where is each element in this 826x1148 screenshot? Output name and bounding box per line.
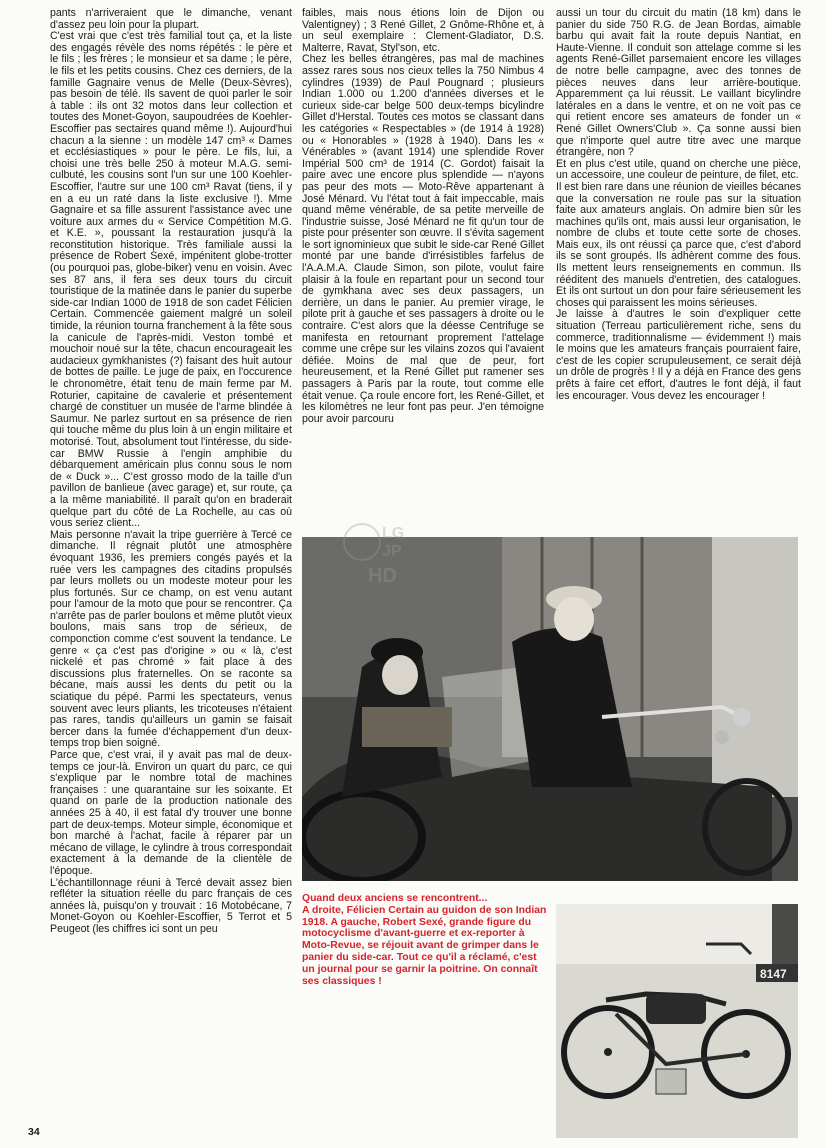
- article-column-2: [302, 8, 544, 425]
- article-column-1: [50, 8, 292, 936]
- watermark-line-2: JP: [382, 543, 402, 560]
- watermark-glyph: [340, 512, 420, 592]
- caption-body: A droite, Félicien Certain au guidon de son Indian 1918. A gauche, Robert Sexé, grande figure du motocyclisme d'avant-guerre et ex-reporter à Moto-Revue, se réjouit avant de grimper dans le panier du side-car. Tout ce qu'il a réclamé, c'est un journal pour se garnir la poitrine. On connaît ses classiques !: [302, 904, 547, 987]
- watermark-line-3: HD: [368, 565, 397, 587]
- paragraph: Je laisse à d'autres le soin d'expliquer cette situation (Terreau particulièrement riche, sens du commerce, traditionnalisme — évidemment !) mais le moins que les amateurs français pourraient faire, c'est de les copier scrupuleusement, ce serait déjà un drôle de progrès ! Il y a déjà en France des gens prêts à faire cet effort, d'autres le font déjà, il faut les encourager. Vous devez les encourager !: [556, 308, 801, 402]
- license-plate: 8147: [760, 967, 787, 981]
- motorcycle-photo-illustration: [556, 904, 798, 1138]
- paragraph: Et en plus c'est utile, quand on cherche une pièce, un accessoire, une couleur de peinture, de filet, etc.: [556, 157, 801, 182]
- photo-old-motorcycle: [556, 904, 798, 1138]
- paragraph: Il est bien rare dans une réunion de vieilles bécanes que la conversation ne roule pas sur la situation faite aux amateurs anglais. On admire bien sûr les machines qu'ils ont, mais aussi leur organisation, le nombre de clubs et toute cette sorte de choses. Mais eux, ils ont réussi ça parce que, c'est d'abord ils se sont groupés. Ils adhèrent comme des fous. Ils mettent leurs renseignements en commun. Ils rééditent des manuels d'entretien, des catalogues. Et ils ont surtout un don pour faire sérieusement les choses qui paraissent les moins sérieuses.: [556, 180, 801, 309]
- article-column-3: [556, 8, 801, 402]
- paragraph: pants n'arriveraient que le dimanche, venant d'assez peu loin pour la plupart.: [50, 7, 292, 31]
- photo-caption: [302, 893, 547, 987]
- paragraph: Parce que, c'est vrai, il y avait pas mal de deux-temps ce jour-là. Environ un quart du parc, ce qui s'explique par le nombre total de machines françaises : une quarantaine sur les soixante. Et quand on parle de la production nationale des années 25 à 40, il est fatal d'y trouver une bonne part de deux-temps. Moteur simple, économique et bon marché à l'achat, facile à réparer par un mécano de village, le cylindre à trous correspondait exactement à la demande de la clientèle de l'époque.: [50, 749, 292, 877]
- paragraph: faibles, mais nous étions loin de Dijon ou Valentigney) ; 3 René Gillet, 2 Gnôme-Rhône et, à un seul exemplaire : Clement-Gladiator, D.S. Malterre, Ravat, Styl'son, etc.: [302, 7, 544, 54]
- watermark-line-1: LG: [382, 525, 405, 542]
- caption-title: Quand deux anciens se rencontrent...: [302, 893, 488, 904]
- watermark-logo: [340, 512, 420, 592]
- paragraph: L'échantillonnage réuni à Tercé devait assez bien refléter la situation réelle du parc français de ces années là, puisqu'on y trouvait : 16 Motobécane, 7 Monet-Goyon ou Koehler-Escoffier, 5 Terrot et 5 Peugeot (les chiffres ici sont un peu: [50, 876, 292, 935]
- paragraph: Mais personne n'avait la tripe guerrière à Tercé ce dimanche. Il régnait plutôt une atmosphère évoquant 1936, les premiers congés payés et la ruée vers les campagnes des citadins propulsés par leurs mollets ou un modeste moteur pour les plus fortunés. Sur ce champ, on est venu autant pour l'amour de la moto que pour se rencontrer. Ça n'arrête pas de parler boulons et même plutôt vieux boulons, mais sans trop de sérieux, de componction comme c'est souvent la tendance. Le genre « ça c'est pas d'origine » ou « là, c'est nickelé et pas chromé » fait place à des discussions plus fraternelles. On se raconte sa bécane, mais aussi les dents du petit ou la sciatique du pépé. Parmi les spectateurs, venus souvent avec leurs pliants, les tricoteuses n'étaient pas rares, tandis qu'ailleurs un gamin se faisait bercer dans la fumée d'échappement d'un deux-temps trop bien soigné.: [50, 528, 292, 750]
- paragraph: Chez les belles étrangères, pas mal de machines assez rares sous nos cieux telles la 750 Nimbus 4 cylindres (1939) de Paul Pougnard ; plusieurs Indian 1.000 ou 1.200 d'années diverses et le curieux side-car belge 500 deux-temps bicylindre Gillet d'Herstal. Toutes ces motos se classant dans les catégories « Respectables » (de 1914 à 1928) ou « Honorables » (1928 à 1940). Dans les « Vénérables » (avant 1914) une splendide Rover Impérial 500 cm³ de 1914 (C. Gordot) faisait la paire avec une encore plus splendide — n'ayons pas peur des mots — Moto-Rêve appartenant à José Ménard. Vu l'état tout à fait impeccable, mais quand même vénérable, de sa petite merveille de l'industrie suisse, José Ménard ne fit qu'un tour de piste pour présenter son œuvre. Il s'évita sagement le sort ignominieux que subit le side-car René Gillet monté par une bande d'irrésistibles farfelus de l'A.A.M.A. Claude Simon, son pilote, voulut faire plaisir à la foule en repartant pour un second tour de gymkhana avec ses deux passagers, un derrière, un dans le panier. Au premier virage, le pilote prit à gauche et ses passagers à droite ou le contraire. C'est alors que la déesse Centrifuge se manifesta en retournant proprement l'attelage comme une crêpe sur les vilains zozos qui l'avaient défiée. Moins de mal que de peur, fort heureusement, et la René Gillet put ramener ses passagers à Paris par la route, tout comme elle était venue. Ça roule encore fort, les René-Gillet, et les kilomètres ne leur font pas peur. J'en témoigne pour avoir parcouru: [302, 53, 544, 425]
- paragraph: aussi un tour du circuit du matin (18 km) dans le panier du side 750 R.G. de Jean Bordas, aimable barbu qui avait fait la route depuis Nantiat, en Haute-Vienne. Il conduit son attelage comme si les agents René-Gillet parsemaient encore les villages de notre belle campagne, avec des tonnes de pièces neuves dans leur arrière-boutique. Apparemment ça lui réussit. Le vaillant bicylindre latérales en a dans le ventre, et on ne voit pas ce qui retient encore ses amateurs de fonder un « René Gillet Owners'Club ». Ça sonne aussi bien que n'importe quel autre titre avec une marque étrangère, non ?: [556, 7, 801, 159]
- paragraph: C'est vrai que c'est très familial tout ça, et la liste des engagés révèle des noms répétés : le père et le fils ; les frères ; le monsieur et sa dame ; le père, le fils et les petits cousins. Chez ces derniers, de la famille Gagnaire venus de Melle (Deux-Sèvres), pas besoin de télé. Ils savent de quoi parler le soir à table : ils ont 32 motos dans leur collection et toutes des Monet-Goyon, saupoudrées de Koehler-Escoffier pas sectaires quand même !). Aujourd'hui chacun a la sienne : un modèle 147 cm³ « Dames et ecclésiastiques » pour le père. Le fils, lui, a choisi une très belle 250 à moteur M.A.G. semi-culbuté, les cousins sont l'un sur une 100 Koehler-Escoffier, l'autre sur une 100 cm³ Ravat (tiens, il y en a eu un raté dans la liste exclusive !). Mme Gagnaire et sa fille assurent l'assistance avec une voiture aux armes du « Service Compétition M.G. et K.E. », poussant la restauration jusqu'à la reconstitution historique. Très familiale aussi la présence de Robert Sexé, impénitent globe-trotter (ou pourquoi pas, globe-biker) venu en voisin. Avec ses 87 ans, il fera ses deux tours du circuit touristique de la matinée dans le panier du superbe side-car Indian 1000 de 1918 de son cadet Félicien Certain. Commencée gaiement malgré un soleil timide, la réunion tourna franchement à la fête sous la canicule de l'après-midi. Veston tombé et mouchoir noué sur la tête, chacun encourageait les audacieux gymkhanistes (?) faisant des huit autour de bottes de paille. Le juge de paix, en l'occurence le chronomètre, était tenu de main ferme par M. Roturier, capitaine de cavalerie et présentement chargé de constituer un musée de l'arme blindée à Saumur. Ne parlez surtout en sa présence de rien qui touche même du plus loin à un engin militaire et motorisé. Tout, absolument tout l'intéresse, du side-car BMW Russie à l'engin amphibie du débarquement américain plus connu sous le nom de « Duck »... C'est grosso modo de la taille d'un pavillon de banlieue (avec garage) et, sur route, ça a la même maniabilité. Il paraît qu'on en braderait quelque part du côté de La Rochelle, au cas où vous seriez client...: [50, 30, 292, 530]
- page-number: 34: [28, 1126, 40, 1138]
